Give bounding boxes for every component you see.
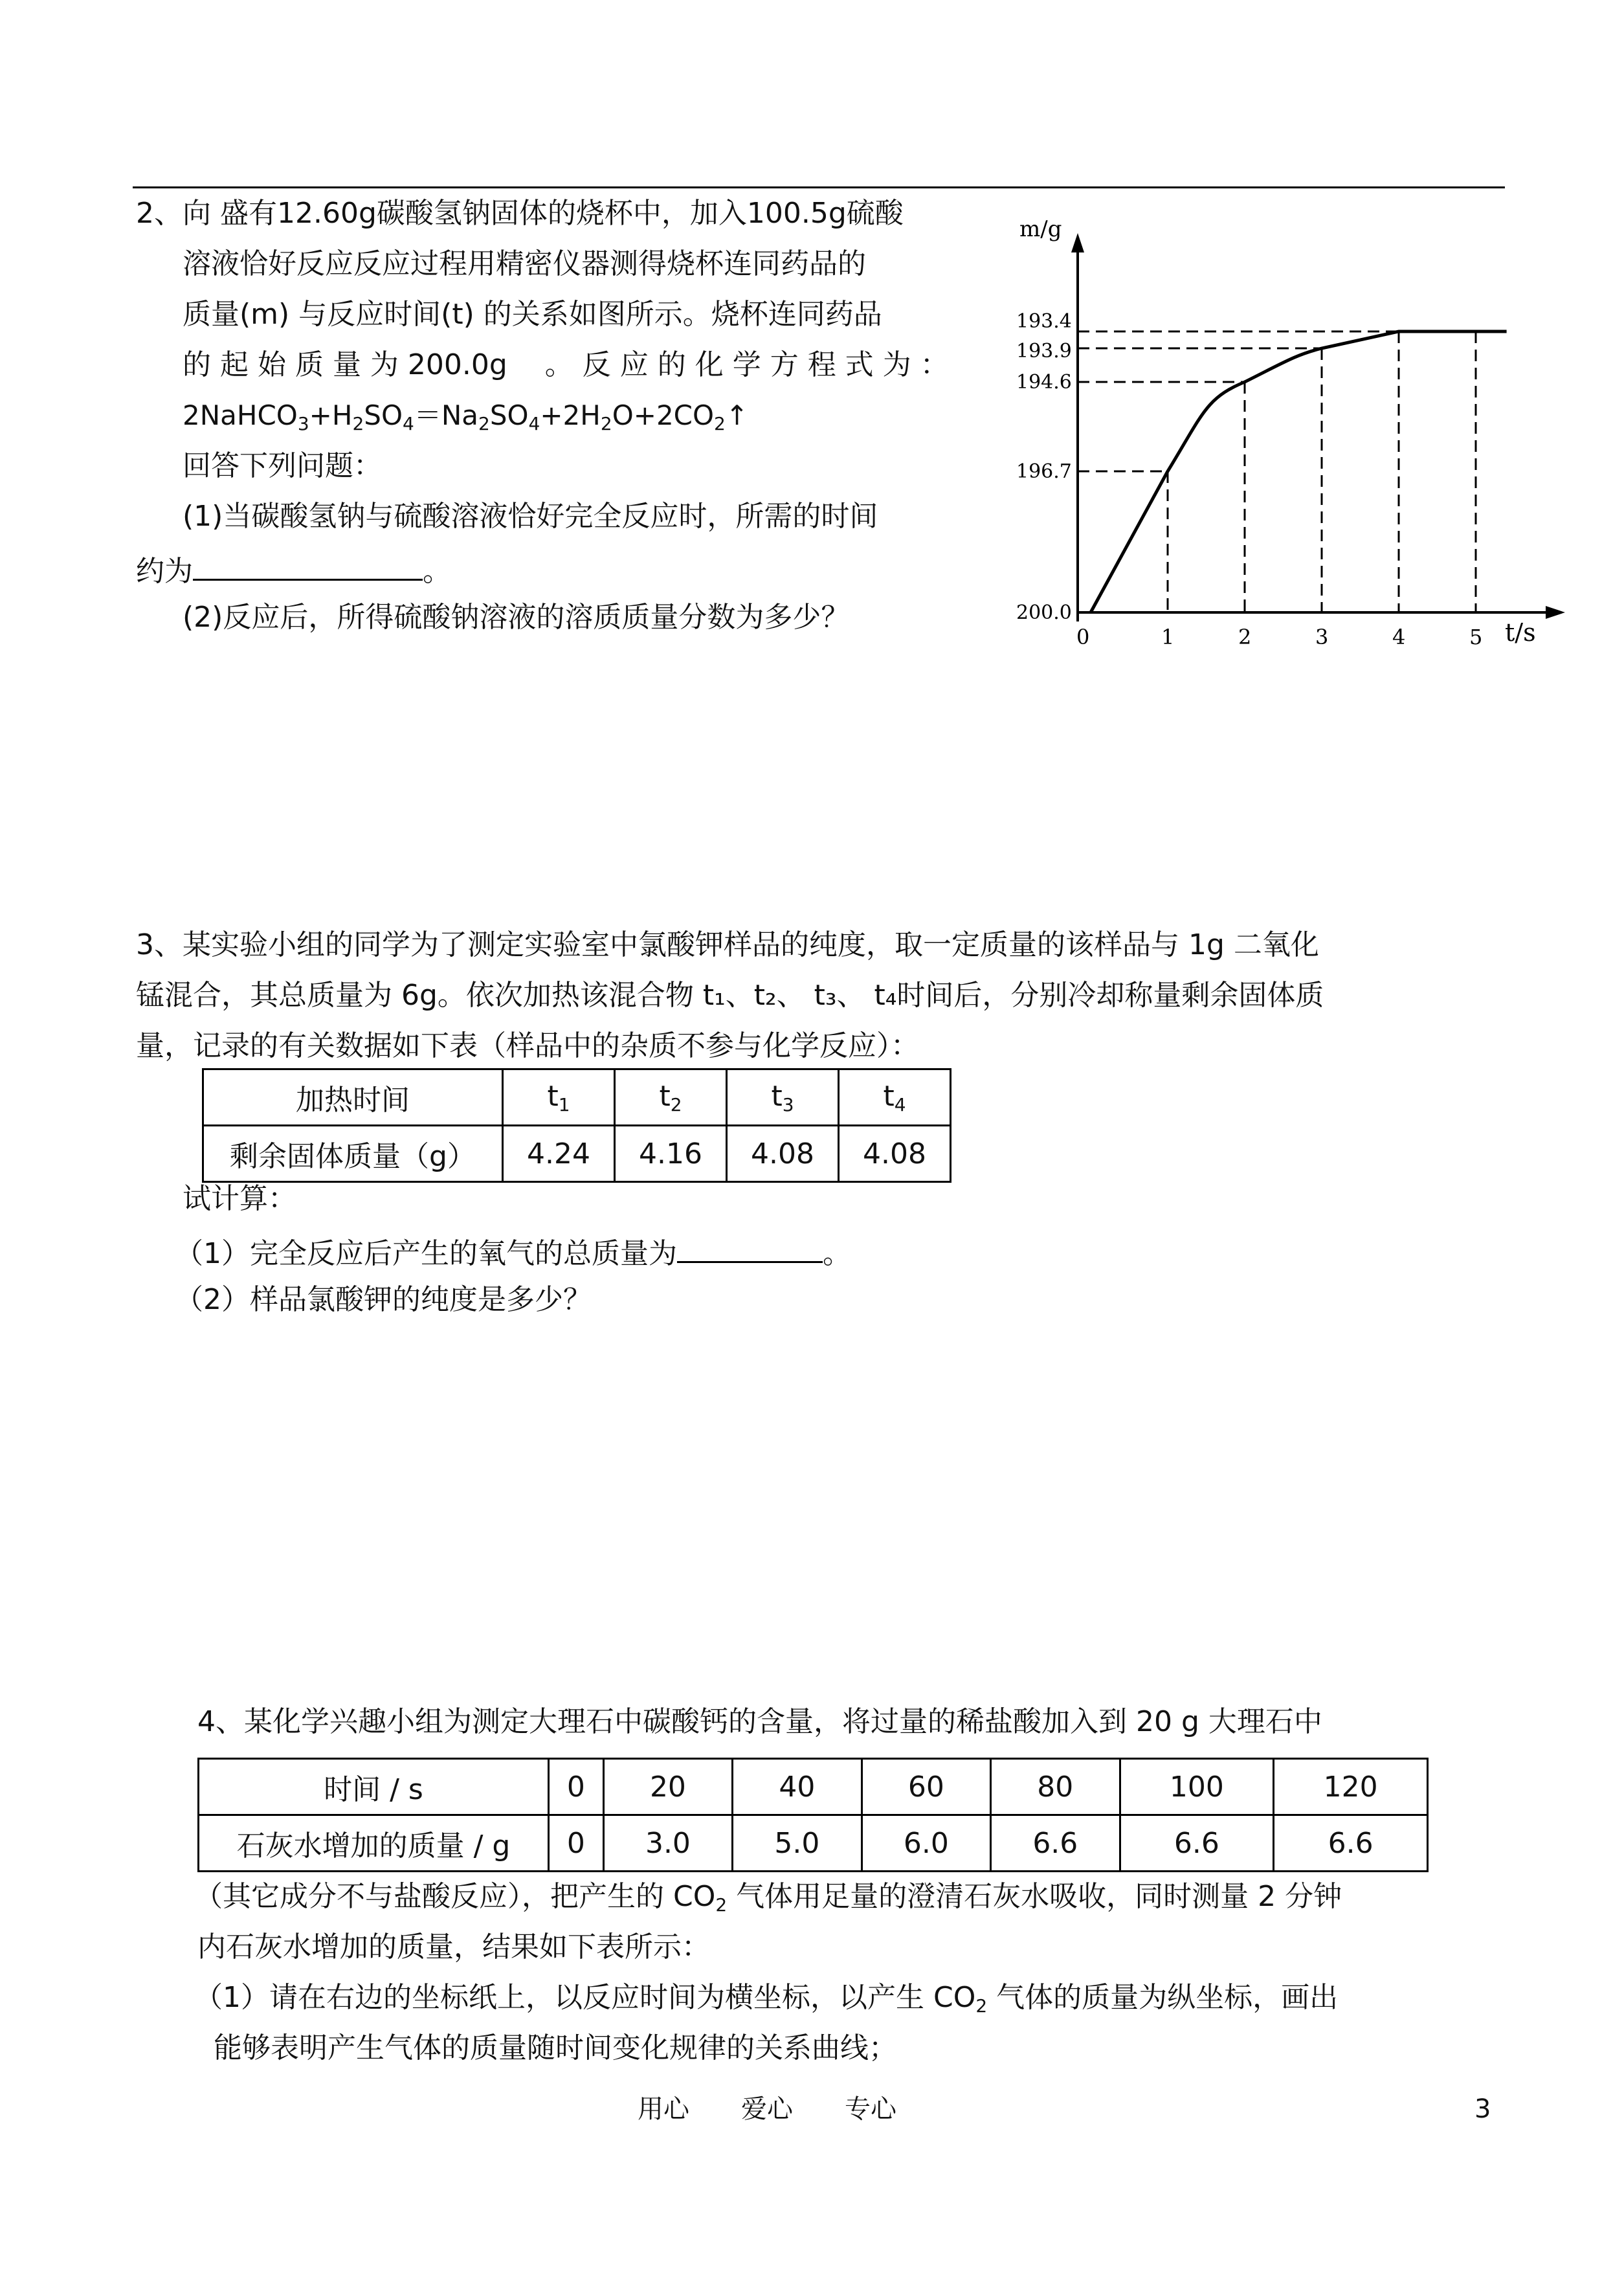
y-tick-label: 193.4: [1016, 310, 1072, 333]
q4-line-3: （1）请在右边的坐标纸上，以反应时间为横坐标，以产生 $CO_2$ 气体的质量为纵坐标，画出: [194, 1981, 1339, 2017]
y-tick-label: 200.0: [1016, 601, 1072, 624]
q3-sub2: （2）样品氯酸钾的纯度是多少？: [175, 1283, 592, 1316]
q3-line-3: 量，记录的有关数据如下表（样品中的杂质不参与化学反应）：: [136, 1029, 919, 1062]
q4-intro: 4、某化学兴趣小组为测定大理石中碳酸钙的含量，将过量的稀盐酸加入到 20 g 大理石中: [197, 1705, 1322, 1738]
table-cell: 6.6: [1120, 1815, 1274, 1872]
table-cell: 120: [1274, 1759, 1428, 1815]
q3-line-1: 3、某实验小组的同学为了测定实验室中氯酸钾样品的纯度，取一定质量的该样品与 1g 二氧化: [136, 928, 1319, 961]
y-axis-label: m/g: [1019, 216, 1062, 242]
table-cell: 4.24: [503, 1126, 615, 1182]
table-cell: 100: [1120, 1759, 1274, 1815]
table-cell: 0: [549, 1759, 604, 1815]
row-header: 时间 / s: [199, 1759, 549, 1815]
table-cell: 40: [733, 1759, 862, 1815]
q3-data-table: [202, 1068, 951, 1183]
chemical-equation: $2NaHCO_3+H_2SO_4=Na_2SO_4+2H_2O+2CO_2↑$: [183, 399, 749, 434]
table-cell: 80: [991, 1759, 1120, 1815]
q2-line-3: 质量(m) 与反应时间(t) 的关系如图所示。烧杯连同药品: [183, 298, 882, 331]
table-cell: 4.08: [839, 1126, 951, 1182]
table-row: [203, 1126, 951, 1182]
table-cell: 0: [549, 1815, 604, 1872]
table-cell: 6.0: [862, 1815, 990, 1872]
x-axis-label: t/s: [1505, 618, 1536, 647]
table-cell: $t_3$: [727, 1069, 839, 1126]
page-number: 3: [1474, 2094, 1491, 2124]
q3-line-2: 锰混合，其总质量为 6g。依次加热该混合物 t₁、t₂、 t₃、 t₄时间后，分别冷却称量剩余固体质: [136, 979, 1324, 1012]
x-tick-label: 2: [1238, 625, 1252, 649]
q3-calc: 试计算：: [183, 1182, 296, 1215]
header-rule: [133, 186, 1505, 188]
table-cell: 6.6: [1274, 1815, 1428, 1872]
y-axis-arrow: [1071, 233, 1084, 252]
y-tick-label: 193.9: [1016, 340, 1072, 363]
row-header: 剩余固体质量（g）: [203, 1126, 503, 1182]
table-cell: 4.16: [615, 1126, 727, 1182]
table-cell: $t_2$: [615, 1069, 727, 1126]
table-row: [199, 1759, 1428, 1815]
table-cell: 20: [603, 1759, 732, 1815]
mass-time-chart: [1010, 207, 1566, 673]
y-tick-label: 194.6: [1016, 371, 1072, 394]
q2-line-4: 的 起 始 质 量 为 200.0g 。 反 应 的 化 学 方 程 式 为 ：: [183, 348, 949, 381]
x-tick-label: 5: [1469, 625, 1483, 649]
table-row: [203, 1069, 951, 1126]
x-tick-label: 3: [1315, 625, 1329, 649]
table-cell: 5.0: [733, 1815, 862, 1872]
answer-blank-q3-1[interactable]: [677, 1230, 823, 1263]
y-tick-label: 196.7: [1016, 460, 1072, 483]
x-axis-arrow: [1546, 606, 1565, 619]
gas-arrow: ↑: [725, 399, 749, 431]
x-tick-label: 1: [1161, 625, 1175, 649]
table-cell: 6.6: [991, 1815, 1120, 1872]
q2-sub1-line1: (1)当碳酸氢钠与硫酸溶液恰好完全反应时，所需的时间: [183, 500, 878, 533]
row-header: 加热时间: [203, 1069, 503, 1126]
q2-line-2: 溶液恰好反应反应过程用精密仪器测得烧杯连同药品的: [183, 247, 866, 280]
q2-prompt: 回答下列问题：: [183, 449, 382, 482]
footer-motto: 用心 爱心 专心: [638, 2094, 896, 2124]
q2-sub2: (2)反应后，所得硫酸钠溶液的溶质质量分数为多少？: [183, 601, 850, 634]
x-tick-label: 0: [1076, 625, 1090, 649]
q4-data-table: [197, 1758, 1429, 1872]
answer-blank-q2-1[interactable]: [193, 548, 423, 581]
row-header: 石灰水增加的质量 / g: [199, 1815, 549, 1872]
q4-line-4: 能够表明产生气体的质量随时间变化规律的关系曲线；: [214, 2031, 897, 2064]
table-row: [199, 1815, 1428, 1872]
table-cell: $t_4$: [839, 1069, 951, 1126]
table-cell: 4.08: [727, 1126, 839, 1182]
q2-sub1-line2: 约为 。: [136, 548, 451, 591]
q4-line-1: （其它成分不与盐酸反应），把产生的 $CO_2$ 气体用足量的澄清石灰水吸收，同时测量 2 分钟: [194, 1880, 1342, 1916]
table-cell: 60: [862, 1759, 990, 1815]
table-cell: 3.0: [603, 1815, 732, 1872]
table-cell: $t_1$: [503, 1069, 615, 1126]
q3-sub1: （1）完全反应后产生的氧气的总质量为 。: [175, 1230, 851, 1273]
q2-line-1: 2、向 盛有12.60g碳酸氢钠固体的烧杯中，加入100.5g硫酸: [136, 197, 904, 230]
x-tick-label: 4: [1392, 625, 1406, 649]
q4-line-2: 内石灰水增加的质量，结果如下表所示：: [197, 1930, 710, 1963]
